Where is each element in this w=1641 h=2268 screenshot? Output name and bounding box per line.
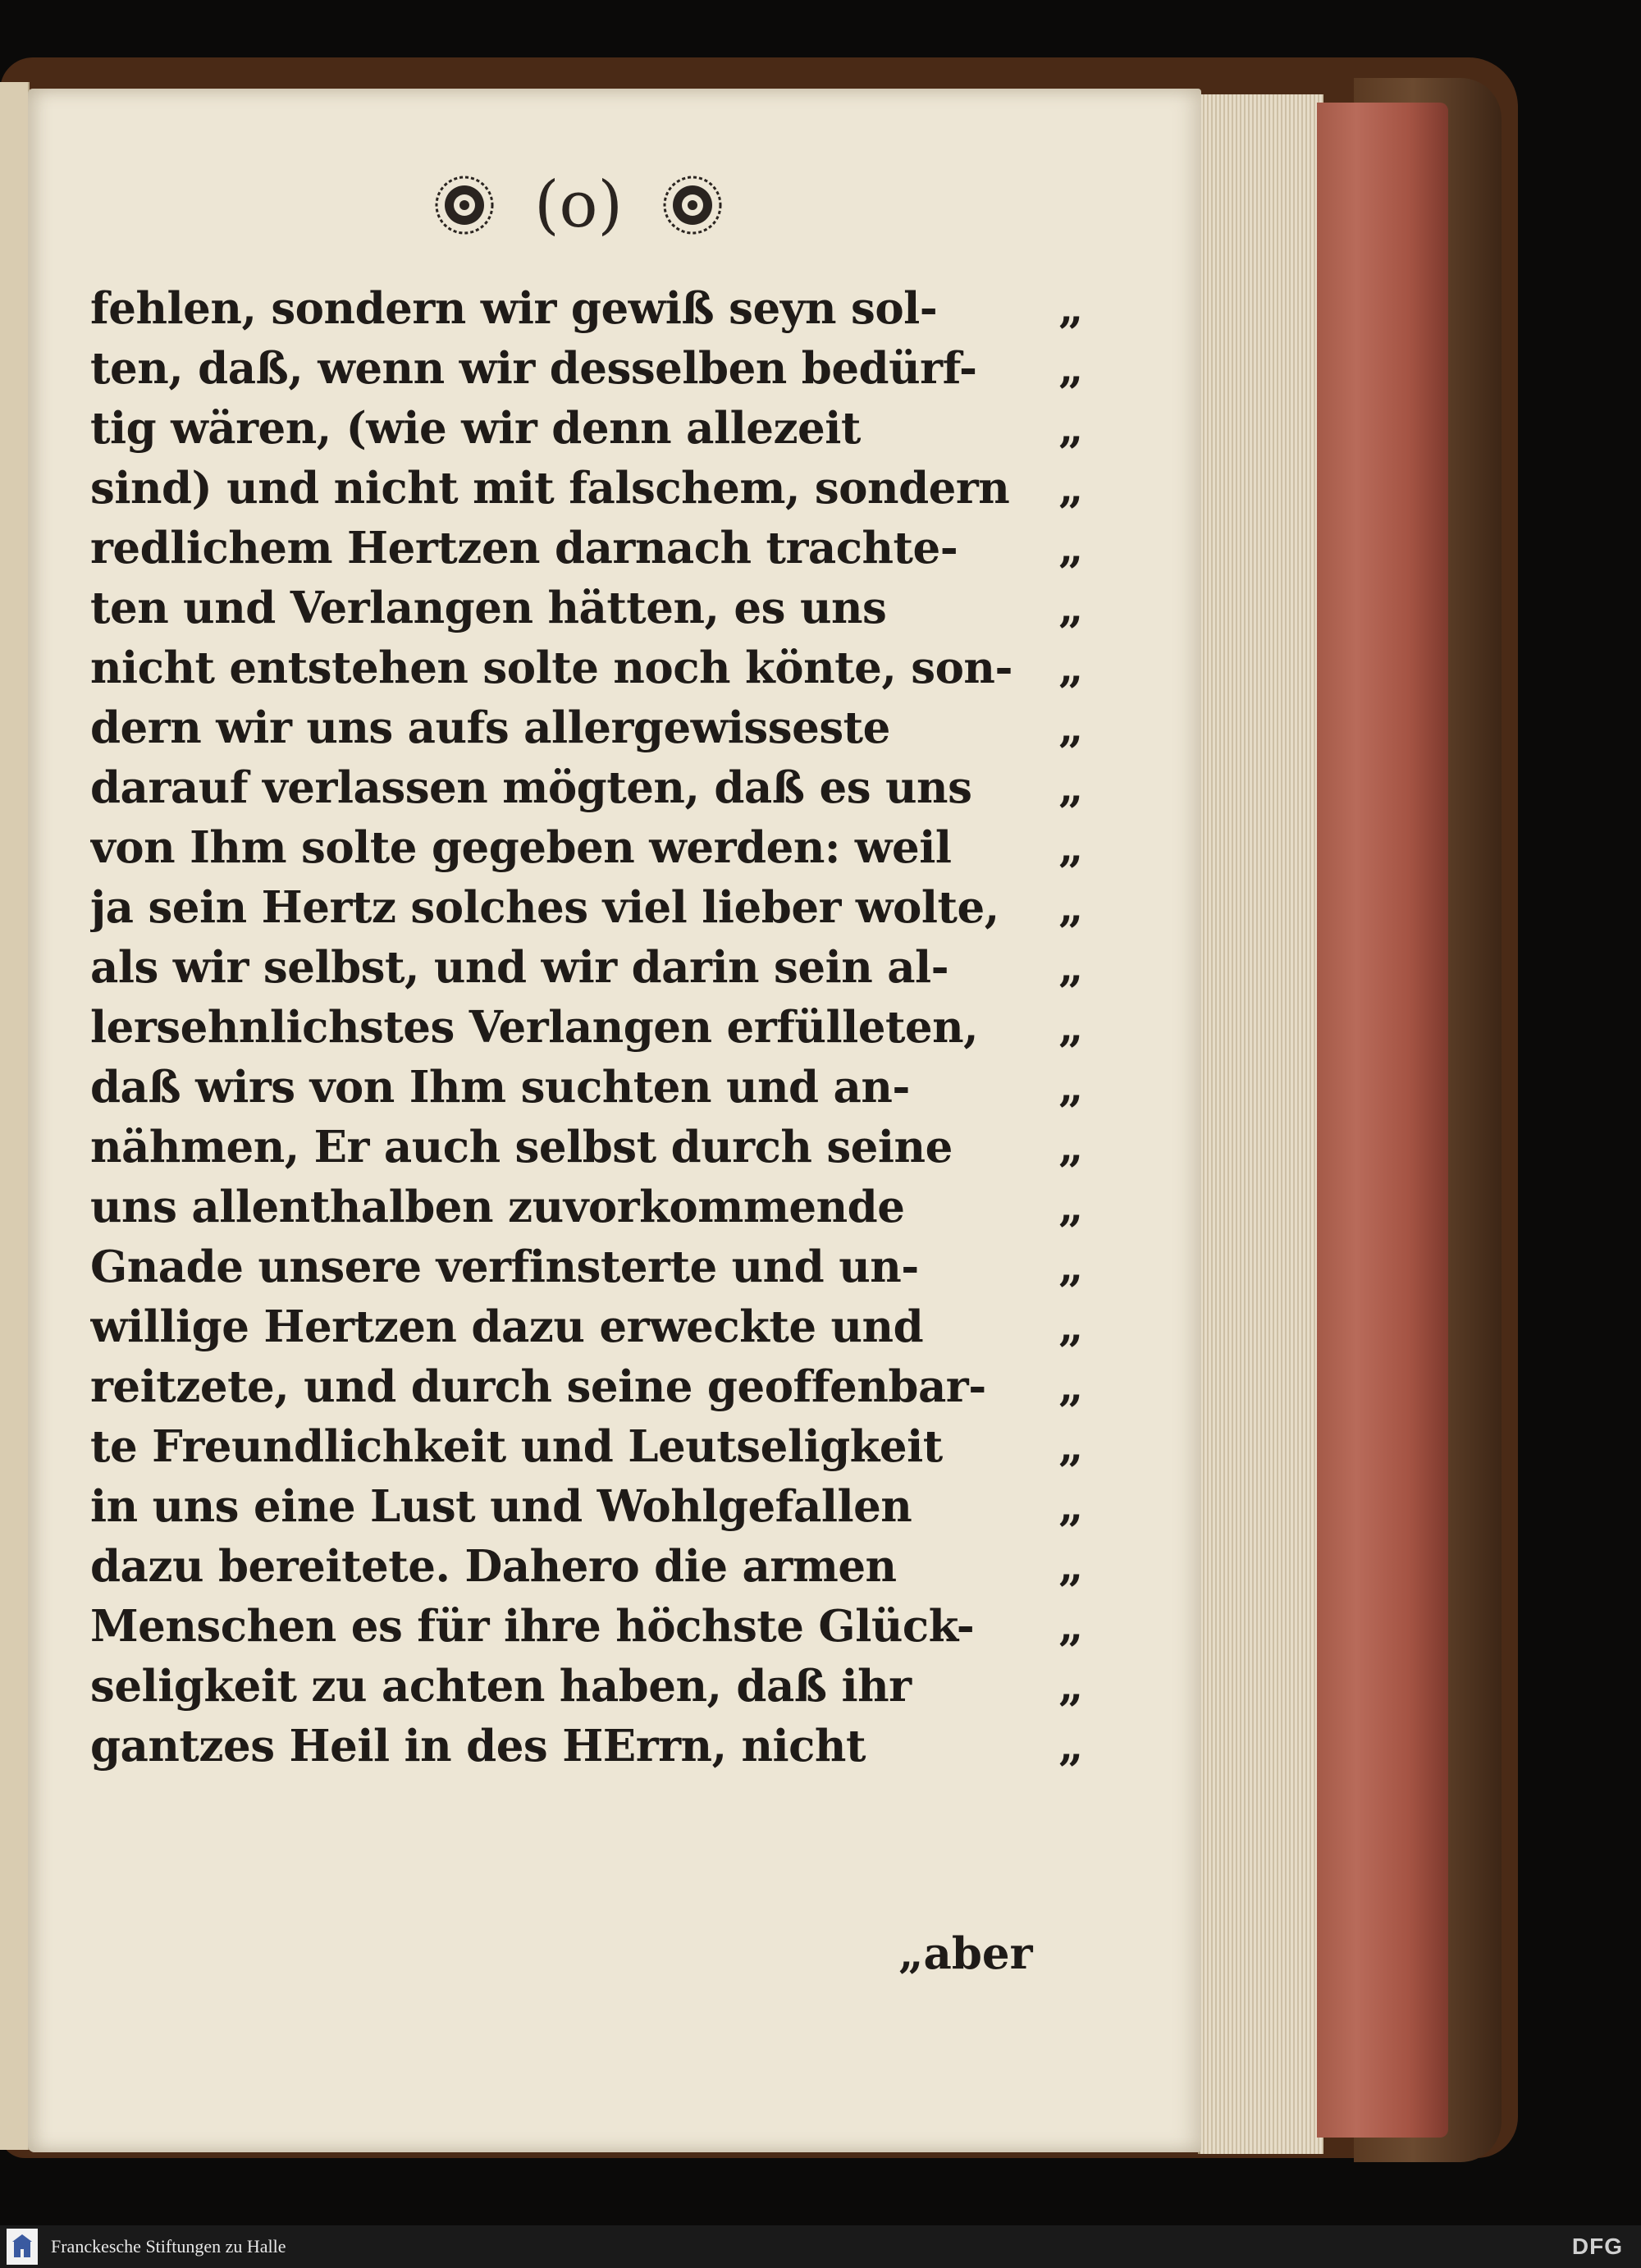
quote-mark: „ — [1058, 583, 1083, 633]
quote-mark: „ — [1058, 762, 1083, 813]
building-icon — [11, 2233, 33, 2261]
quote-mark: „ — [1058, 1122, 1083, 1173]
text-line: ten, daß, wenn wir desselben bedürf- „ — [90, 343, 1083, 394]
text-line: lersehnlichstes Verlangen erfülleten, „ — [90, 1002, 1083, 1053]
text-line: sind) und nicht mit falschem, sondern „ — [90, 463, 1083, 514]
text-line: Gnade unsere verfinsterte und un- „ — [90, 1241, 1083, 1292]
text-line: nähmen, Er auch selbst durch seine „ — [90, 1122, 1083, 1173]
quote-mark: „ — [1058, 1002, 1083, 1053]
text-line: nicht entstehen solte noch könte, son- „ — [90, 642, 1083, 693]
text-line: reitzete, und durch seine geoffenbar- „ — [90, 1361, 1083, 1412]
page-fore-edge — [1198, 94, 1323, 2154]
catchword: „aber — [898, 1928, 1033, 1979]
quote-mark: „ — [1058, 1721, 1083, 1772]
footer-bar — [0, 2225, 1641, 2268]
quote-mark: „ — [1058, 523, 1083, 574]
text-line: redlichem Hertzen darnach trachte- „ — [90, 523, 1083, 574]
text-line: gantzes Heil in des HErrn, nicht „ — [90, 1721, 1083, 1772]
quote-mark: „ — [1058, 1601, 1083, 1652]
text-line: in uns eine Lust und Wohlgefallen „ — [90, 1481, 1083, 1532]
text-line: dazu bereitete. Dahero die armen „ — [90, 1541, 1083, 1592]
quote-mark: „ — [1058, 1541, 1083, 1592]
quote-mark: „ — [1058, 942, 1083, 993]
quote-mark: „ — [1058, 822, 1083, 873]
text-line: willige Hertzen dazu erweckte und „ — [90, 1301, 1083, 1352]
institution-logo-icon — [7, 2229, 38, 2265]
page-header — [382, 160, 775, 250]
text-line: tig wären, (wie wir denn allezeit „ — [90, 403, 1083, 454]
quote-mark: „ — [1058, 1062, 1083, 1113]
text-line: ja sein Hertz solches viel lieber wolte, „ — [90, 882, 1083, 933]
flower-ornament-icon — [434, 175, 495, 235]
text-line: Menschen es für ihre höchste Glück- „ — [90, 1601, 1083, 1652]
text-line: fehlen, sondern wir gewiß seyn sol- „ — [90, 283, 1083, 334]
text-line: seligkeit zu achten haben, daß ihr „ — [90, 1661, 1083, 1712]
dfg-logo: DFG — [1571, 2234, 1623, 2259]
quote-mark: „ — [1058, 702, 1083, 753]
text-line: uns allenthalben zuvorkommende „ — [90, 1182, 1083, 1232]
text-line: darauf verlassen mögten, daß es uns „ — [90, 762, 1083, 813]
text-line: te Freundlichkeit und Leutseligkeit „ — [90, 1421, 1083, 1472]
quote-mark: „ — [1058, 642, 1083, 693]
quote-mark: „ — [1058, 882, 1083, 933]
quote-mark: „ — [1058, 1182, 1083, 1232]
quote-mark: „ — [1058, 1241, 1083, 1292]
text-line: ten und Verlangen hätten, es uns „ — [90, 583, 1083, 633]
quote-mark: „ — [1058, 1301, 1083, 1352]
quote-mark: „ — [1058, 1661, 1083, 1712]
flower-ornament-icon — [662, 175, 723, 235]
institution-name: Franckesche Stiftungen zu Halle — [51, 2236, 286, 2257]
quote-mark: „ — [1058, 403, 1083, 454]
quote-mark: „ — [1058, 1421, 1083, 1472]
text-line: daß wirs von Ihm suchten und an- „ — [90, 1062, 1083, 1113]
left-page-edge — [0, 82, 30, 2150]
red-page-edge — [1317, 103, 1448, 2138]
page-number: (o) — [534, 168, 623, 242]
quote-mark: „ — [1058, 1481, 1083, 1532]
quote-mark: „ — [1058, 1361, 1083, 1412]
text-line: von Ihm solte gegeben werden: weil „ — [90, 822, 1083, 873]
body-text — [90, 283, 1083, 1781]
quote-mark: „ — [1058, 463, 1083, 514]
quote-mark: „ — [1058, 283, 1083, 334]
text-line: als wir selbst, und wir darin sein al- „ — [90, 942, 1083, 993]
text-line: dern wir uns aufs allergewisseste „ — [90, 702, 1083, 753]
quote-mark: „ — [1058, 343, 1083, 394]
